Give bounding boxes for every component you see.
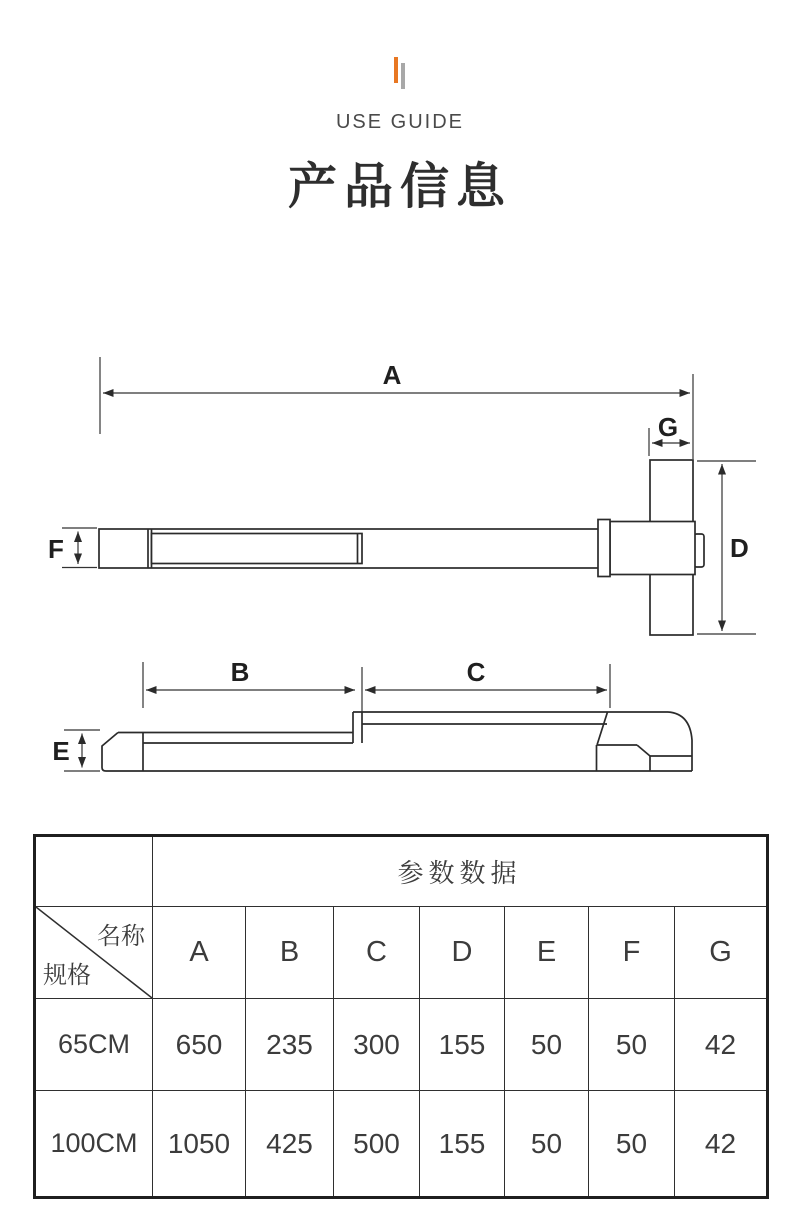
- cell-value: 425: [246, 1091, 334, 1198]
- cell-value: 50: [589, 1091, 675, 1198]
- spec-table: [33, 834, 769, 1199]
- page-title: 产品信息: [287, 160, 512, 214]
- top-view-diagram: [48, 357, 756, 635]
- table-corner-empty: [35, 836, 153, 907]
- cell-value: 155: [420, 999, 505, 1091]
- dim-label-b: B: [230, 657, 250, 687]
- collar-shape: [598, 520, 610, 577]
- col-header-d: D: [420, 907, 505, 999]
- col-header-b: B: [246, 907, 334, 999]
- dim-label-e: E: [52, 736, 70, 766]
- cell-value: 42: [675, 999, 768, 1091]
- table-row: [35, 1091, 768, 1198]
- dim-label-g: G: [657, 412, 679, 442]
- cell-value: 155: [420, 1091, 505, 1198]
- dim-label-a: A: [382, 360, 402, 390]
- row-spec-label: 65CM: [35, 999, 153, 1091]
- row-spec-label: 100CM: [35, 1091, 153, 1198]
- corner-label-spec: 规格: [43, 962, 91, 989]
- cell-value: 50: [505, 1091, 589, 1198]
- head-case-shape: [610, 522, 695, 575]
- push-pad-shape: [152, 534, 363, 564]
- col-header-a: A: [153, 907, 246, 999]
- col-header-c: C: [334, 907, 420, 999]
- table-merged-header: 参数数据: [153, 836, 768, 907]
- cell-value: 42: [675, 1091, 768, 1198]
- cell-value: 500: [334, 1091, 420, 1198]
- col-header-g: G: [675, 907, 768, 999]
- corner-label-name: 名称: [97, 923, 145, 950]
- dim-label-f: F: [48, 534, 64, 564]
- dim-label-c: C: [466, 657, 486, 687]
- col-header-f: F: [589, 907, 675, 999]
- cell-value: 650: [153, 999, 246, 1091]
- side-profile-shape: [102, 712, 692, 771]
- table-row: [35, 999, 768, 1091]
- col-header-e: E: [505, 907, 589, 999]
- cell-value: 235: [246, 999, 334, 1091]
- cell-value: 50: [589, 999, 675, 1091]
- cell-value: 50: [505, 999, 589, 1091]
- cell-value: 300: [334, 999, 420, 1091]
- eyebrow-text: USE GUIDE: [335, 111, 465, 133]
- table-corner-cell: [35, 907, 153, 999]
- dim-label-d: D: [730, 533, 749, 563]
- side-view-diagram: [52, 657, 692, 771]
- cell-value: 1050: [153, 1091, 246, 1198]
